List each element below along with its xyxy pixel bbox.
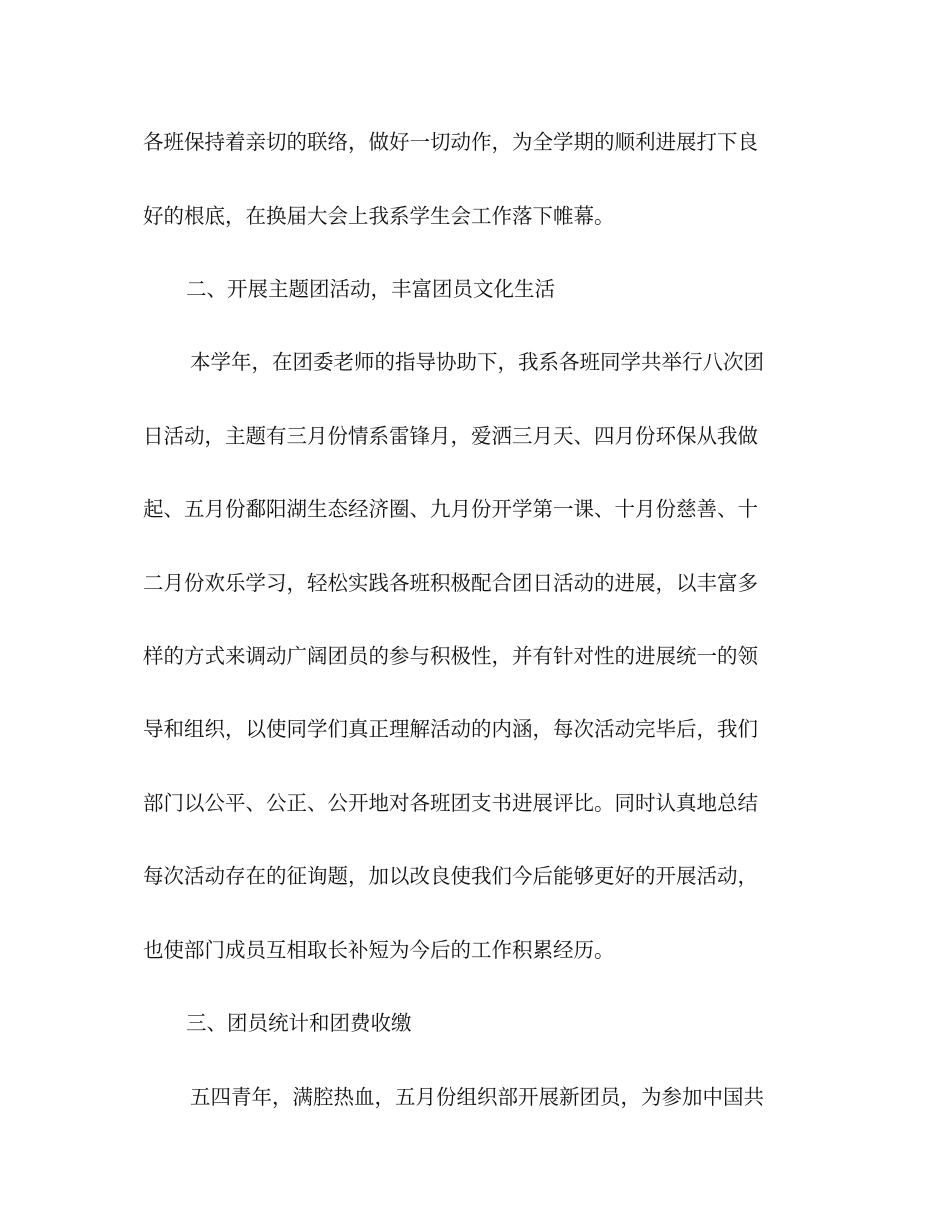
body-line-4: 日活动，主题有三月份情系雷锋月，爱洒三月天、四月份环保从我做 [143,424,758,448]
body-line-8: 导和组织，以使同学们真正理解活动的内涵，每次活动完毕后，我们 [143,717,758,741]
body-line-11: 也使部门成员互相取长补短为今后的工作积累经历。 [143,938,615,962]
body-line-5: 起、五月份鄱阳湖生态经济圈、九月份开学第一课、十月份慈善、十 [143,497,758,521]
body-line-2: 好的根底，在换届大会上我系学生会工作落下帷幕。 [143,204,615,228]
body-line-3: 本学年，在团委老师的指导协助下，我系各班同学共举行八次团 [190,350,764,374]
body-line-1: 各班保持着亲切的联络，做好一切动作，为全学期的顺利进展打下良 [143,130,758,154]
body-line-6: 二月份欢乐学习，轻松实践各班积极配合团日活动的进展，以丰富多 [143,571,758,595]
body-line-12: 五四青年，满腔热血，五月份组织部开展新团员，为参加中国共 [190,1085,764,1109]
section-heading-3: 三、团员统计和团费收缴 [186,1011,412,1035]
body-line-7: 样的方式来调动广阔团员的参与积极性，并有针对性的进展统一的领 [143,644,758,668]
body-line-10: 每次活动存在的征询题，加以改良使我们今后能够更好的开展活动， [143,864,758,888]
body-line-9: 部门以公平、公正、公开地对各班团支书进展评比。同时认真地总结 [143,791,758,815]
section-heading-2: 二、开展主题团活动，丰富团员文化生活 [186,277,555,301]
